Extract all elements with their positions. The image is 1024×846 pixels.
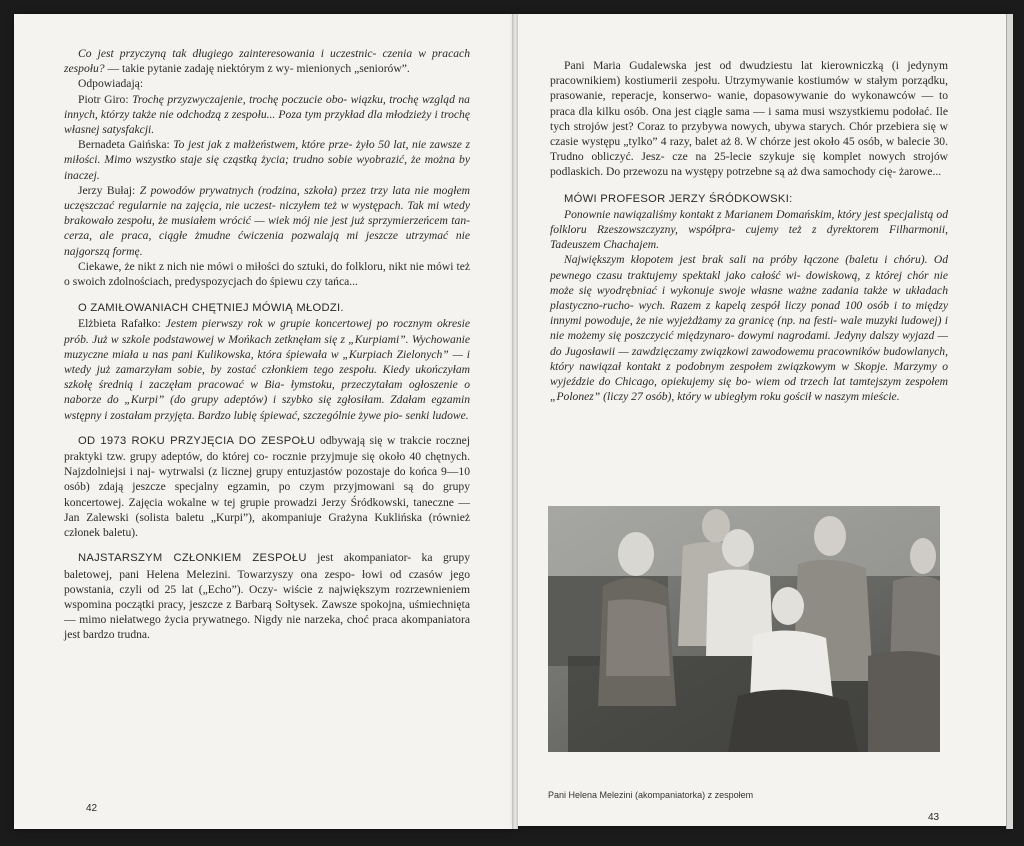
section-heading: OD 1973 ROKU PRZYJĘCIA DO ZESPOŁU <box>78 434 316 447</box>
paragraph <box>64 183 470 259</box>
page-edge <box>1006 14 1013 829</box>
left-text-column <box>64 46 470 643</box>
speaker-name: Jerzy Bułaj: <box>78 183 140 197</box>
paragraph: Ciekawe, że nikt z nich nie mówi o miłości do sztuki, do folkloru, nikt nie mówi też o swoich zdolnościach, predyspozycjach do śpiewu czy tańca... <box>64 259 470 289</box>
quote-text: Trochę przyzwyczajenie, trochę poczucie obo- wiązku, trochę wzgląd na innych, którzy także nie odchodzą z zespołu... Poza tym przykład dla młodzieży i trochę własnej satysfakcji. <box>64 92 470 137</box>
paragraph <box>64 137 470 183</box>
speaker-name: Bernadeta Gaińska: <box>78 138 174 152</box>
photo-caption: Pani Helena Melezini (akompaniatorka) z zespołem <box>548 790 754 800</box>
paragraph <box>64 550 470 642</box>
paragraph-text: odbywają się w trakcie rocznej praktyki tzw. grupy adeptów, do której co- rocznie przyjmuje się około 40 chętnych. Najzdolniejsi i naj- wytrwalsi (z licznej grupy entuzjastów pozostaje do końca 9—10 osób) zdają jeszcze specjalny egzamin, po czym przyjmowani są do grupy koncertowej. Zajęcia wokalne w tej grupie prowadzi Jerzy Śródkowski, taneczne — Jan Zalewski (solista baletu „Kurpi”), akompaniuje Grażyna Kuklińska (również członek baletu). <box>64 433 470 540</box>
page-number-right: 43 <box>928 812 940 823</box>
right-text-column <box>550 58 948 404</box>
book-gutter <box>512 14 518 829</box>
quote-text: Z powodów prywatnych (rodzina, szkoła) przez trzy lata nie mogłem uczęszczać regularnie na zajęcia, nie uczest- niczyłem też w występach. Tak mi wtedy brakowało zespołu, że musiałem wrócić — wiek mój nie jest już sprzymierzeńcem tan- cerza, ale praca, ciągłe żmudne ćwiczenia pozwalają mi jeszcze utrzymać nie najgorszą formę. <box>64 183 470 258</box>
speaker-name: Elżbieta Rafałko: <box>78 317 166 331</box>
page-number-left: 42 <box>86 803 98 814</box>
group-photo-image <box>548 506 940 752</box>
speaker-name: Piotr Giro: <box>78 92 133 106</box>
section-heading: NAJSTARSZYM CZŁONKIEM ZESPOŁU <box>78 552 307 565</box>
section-heading: MÓWI PROFESOR JERZY ŚRÓDKOWSKI: <box>564 192 793 205</box>
paragraph-text: jest akompaniator- ka grupy baletowej, pani Helena Melezini. Towarzyszy ona zespo- łowi od czasów jego powstania, czyli od 25 lat („Echo”). Oczy- wiście z największym rozrzewnieniem wspomina początki pracy, jeszcze z Barbarą Sołtysek. Zawsze spokojna, uśmiechnięta — mimo niełatwego życia prywatnego. Nigdy nie narzeka, choć praca akompaniatora jest bardzo trudna. <box>64 551 470 642</box>
question-text: Co jest przyczyną tak długiego zainteresowania i uczestnic- czenia w pracach zespołu? <box>64 47 470 76</box>
paragraph: Odpowiadają: <box>78 77 144 91</box>
quote-paragraph: Największym kłopotem jest brak sali na próby łączone (baletu i chóru). Od pewnego czasu traktujemy spektakl jako całość wi- dowiskową, z której chór nie może się wyodrębniać i wykonuje swoje własne ważne zadania także w układach plastyczno-rucho- wych. Razem z kapelą zespół liczy ponad 100 osób i to między innymi powoduje, że nie wyjeżdżamy za granicę (np. na festi- wale muzyki ludowej) i nie możemy się poszczycić międzynaro- dowymi nagrodami. Jedyny dalszy wyjazd — do Jugosławii — zawdzięczamy związkowi zawodowemu pracowników budowlanych, który nawiązał kontakt z podobnym zespołem związkowym w Skopje. Marzymy o wyjeździe do Chicago, opiekujemy się bo- wiem od trzech lat tamtejszym zespołem „Polonez” (liczy 27 osób), który w ubiegłym roku gościł w naszym mieście. <box>550 253 948 404</box>
quote-text: Jestem pierwszy rok w grupie koncertowej po rocznym okresie prób. Już w szkole podstawowej w Mońkach zetknęłam się z „Kurpiami”. Wychowanie muzyczne miała u nas pani Kulikowska, która śpiewała w „Kurpiach Zielonych” — i wtedy już zamarzyłam sobie, by zostać członkiem tego zespołu. Kiedy ukończyłam szkołę średnią i zaczęłam pracować w Bia- łymstoku, przeczytałam ogłoszenie o naborze do „Kurpi” (do grupy adeptów) i szybko się zgłosiłam. Zdałam egzamin wstępny i zostałam przyjęta. Bardzo lubię śpiewać, szczególnie żywe pio- senki ludowe. <box>64 317 470 422</box>
section-heading: O ZAMIŁOWANIACH CHĘTNIEJ MÓWIĄ MŁODZI. <box>78 302 344 315</box>
quote-text: To jest jak z małżeństwem, które prze- żyło 50 lat, nie zawsze z miłości. Mimo wszystko staje się cząstką życia; trudno sobie wyobrazić, że można by inaczej. <box>64 138 470 182</box>
question-rest: — takie pytanie zadaję niektórym z wy- mienionych „seniorów”. <box>104 62 410 76</box>
paragraph <box>64 92 470 138</box>
paragraph <box>64 433 470 540</box>
quote-paragraph: Ponownie nawiązaliśmy kontakt z Marianem Domańskim, który jest specjalistą od folkloru Rzeszowszczyzny, współpra- cujemy też z dyrektorem Filharmonii, Tadeuszem Chachajem. <box>550 207 948 252</box>
paragraph: Pani Maria Gudalewska jest od dwudziestu lat kierowniczką (i jedynym pracownikiem) kostiumerii zespołu. Utrzymywanie kostiumów w stałym porządku, prasowanie, reperacje, konserwo- wanie, dopasowywanie do wykonawców — to praca dla kilku osób. Ona jest ciągle sama — i sama musi wszystkiemu podołać. Ile tych strojów jest? Coraz to przybywa nowych, ubywa starych. Chór przebiera się w czasie występu „tylko” 4 razy, balet aż 8. W chórze jest około 45 osób, w balecie 30. Trudno obliczyć. Jesz- cze na 25-lecie szykuje się komplet nowych strojów podlaskich. Do przewozu na występy potrzebne są aż dwa samochody cię- żarowe... <box>550 59 948 179</box>
paragraph <box>64 46 470 76</box>
group-photo <box>548 506 940 752</box>
paragraph <box>64 316 470 422</box>
